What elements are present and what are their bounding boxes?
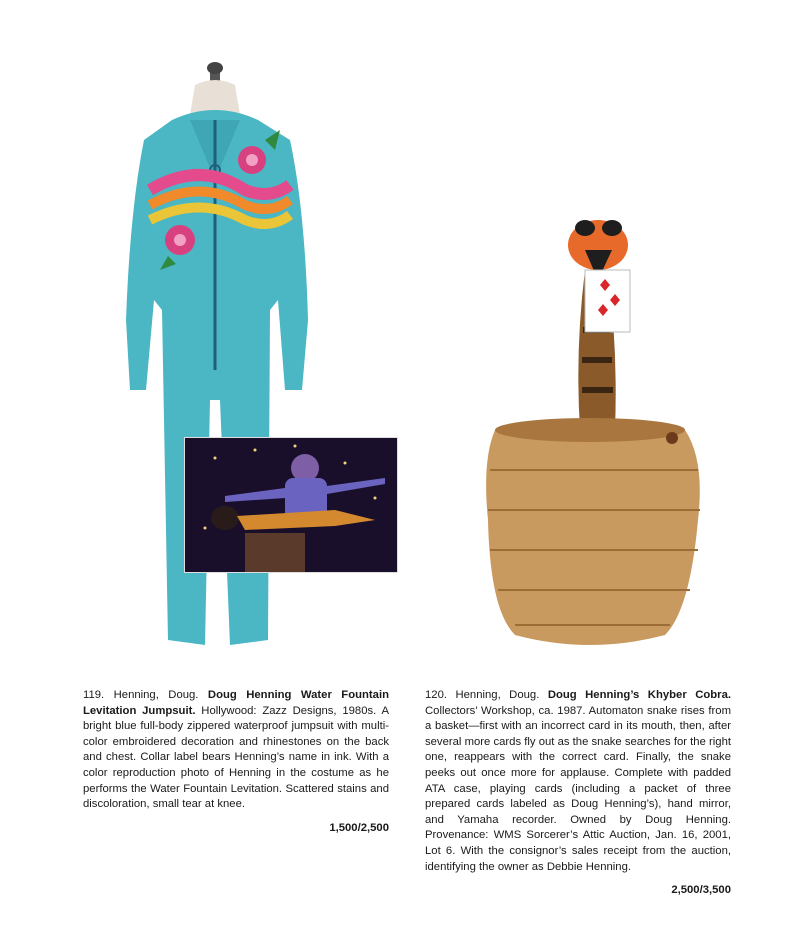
- lot-120-description: [425, 688, 731, 899]
- lot-author: Henning, Doug.: [455, 689, 540, 701]
- lot-body: Collectors’ Workshop, ca. 1987. Automaton snake rises from a basket—first with an incorrect card in its mouth, then, after several more cards fly out as the snake searches for the right one, reappears with the correct card. Finally, the snake peeks out once more for applause. Complete with padded ATA case, playing cards (including a packet of three prepared cards labeled as Doug Henning’s), hand mirror, and Yamaha recorder. Owned by Doug Henning. Provenance: WMS Sorcerer’s Attic Auction, Jan. 16, 2001, Lot 6. With the consignor’s sales receipt from the auction, identifying the owner as Debbie Henning.: [425, 704, 731, 873]
- lot-estimate: 2,500/3,500: [671, 884, 731, 897]
- levitation-performance-photo: [184, 437, 398, 573]
- khyber-cobra-photo: [440, 210, 740, 670]
- lot-number: 119.: [83, 689, 105, 701]
- lot-body: Hollywood: Zazz Designs, 1980s. A bright blue full-body zippered waterproof jumpsuit with multi-color embroidered decoration and rhinestones on the back and chest. Collar label bears Henning’s name in ink. With a color reproduction photo of Henning in the costume as he performs the Water Fountain Levitation. Scattered stains and discoloration, small tear at knee.: [83, 704, 389, 811]
- lot-title: Doug Henning Water Fountain Levitation Jumpsuit.: [83, 689, 389, 717]
- lot-number: 120.: [425, 689, 447, 701]
- lot-title: Doug Henning’s Khyber Cobra.: [547, 689, 731, 701]
- lot-author: Henning, Doug.: [113, 689, 199, 701]
- lot-119-description: [83, 688, 389, 836]
- lot-estimate: 1,500/2,500: [329, 821, 389, 834]
- jumpsuit-photo: [80, 60, 400, 670]
